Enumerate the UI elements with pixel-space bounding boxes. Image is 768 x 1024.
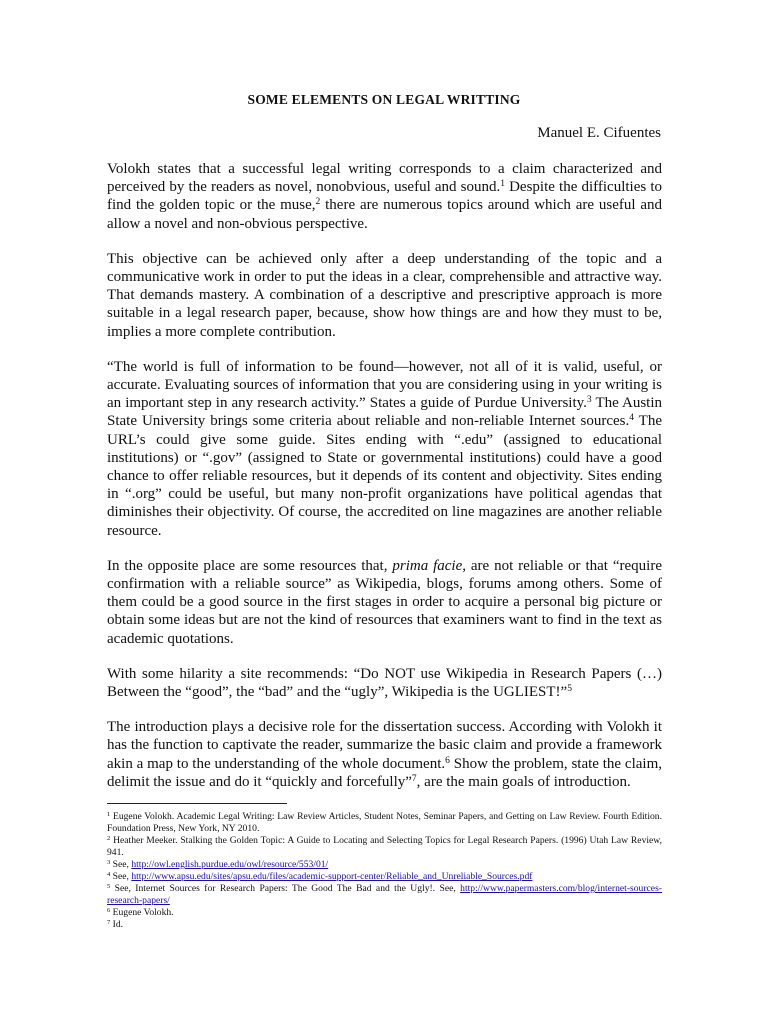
- footnote-4: $^4$ See, http://www.apsu.edu/sites/apsu.edu/files/academic-support-center/Reliable_and_Unreliable_Sources.pdf: [107, 871, 533, 882]
- italic-term: prima facie,: [392, 557, 466, 574]
- document-title: SOME ELEMENTS ON LEGAL WRITTING: [247, 92, 521, 107]
- footnote-ref-1: 1: [500, 179, 505, 190]
- footnote-ref-2: 2: [315, 197, 321, 208]
- footnote-6: $^6$ Eugene Volokh.: [107, 907, 174, 918]
- footnote-5: $^5$ See, Internet Sources for Research Papers: The Good The Bad and the Ugly!. See, http://www.papermasters.com/blog/internet-sources-research-papers/: [107, 883, 662, 906]
- footnote-ref-5: 5: [567, 684, 572, 695]
- footnotes: [107, 811, 662, 931]
- paragraph-6: The introduction plays a decisive role for the dissertation success. According with Volokh it has the function to captivate the reader, summarize the basic claim and provide a framework akin a map to the understanding of the whole document.$^6$ Show the problem, state the claim, delimit the issue and do it “quickly and forcefully”$^7$, are the main goals of introduction.: [107, 719, 662, 790]
- paragraph-3: “The world is full of information to be found—however, not all of it is valid, useful, or accurate. Evaluating sources of information that you are considering using in your writing is an important step in any research activity.” States a guide of Purdue University.$^3$ The Austin State University brings some criteria about reliable and non-reliable Internet sources.$^4$ The URL’s could give some guide. Sites ending with “.edu” (assigned to educational institutions) or “.gov” (assigned to State or governmental institutions) could have a good chance to offer reliable resources, but it depends of its content and objectivity. Sites ending in “.org” could be useful, but many non-profit organizations have political agendas that diminishes their objectivity. Of course, the accredited on line magazines are another reliable resource.: [107, 358, 662, 539]
- footnote-3-link[interactable]: http://owl.english.purdue.edu/owl/resource/553/01/: [131, 859, 329, 870]
- footnote-ref-7: 7: [411, 773, 417, 784]
- document-body: [107, 160, 662, 808]
- footnote-separator: [107, 803, 287, 804]
- footnote-4-link[interactable]: http://www.apsu.edu/sites/apsu.edu/files/academic-support-center/Reliable_and_Unreliable_Sources.pdf: [131, 871, 533, 882]
- paragraph-4: In the opposite place are some resources that, prima facie, are not reliable or that “require confirmation with a reliable source” as Wikipedia, blogs, forums among others. Some of them could be a good source in the first stages in order to acquire a personal big picture or obtain some ideas but are not the kind of resources that examiners want to find in the text as academic quotations.: [107, 557, 662, 647]
- footnote-ref-4: 4: [629, 413, 634, 424]
- document-author: Manuel E. Cifuentes: [537, 125, 661, 141]
- paragraph-2: This objective can be achieved only after a deep understanding of the topic and a communicative work in order to put the ideas in a clear, comprehensible and attractive way. That demands mastery. A combination of a descriptive and prescriptive approach is more suitable in a legal research paper, because, show how things are and how they must to be, implies a more complete contribution.: [107, 250, 662, 340]
- paragraph-1: Volokh states that a successful legal writing corresponds to a claim characterized and perceived by the readers as novel, nonobvious, useful and sound.$^1$ Despite the difficulties to find the golden topic or the muse,$^2$ there are numerous topics around which are useful and allow a novel and non-obvious perspective.: [107, 161, 663, 232]
- footnote-1: $^1$ Eugene Volokh. Academic Legal Writing: Law Review Articles, Student Notes, Seminar Papers, and Getting on Law Review. Fourth Edition. Foundation Press, New York, NY 2010.: [107, 811, 662, 834]
- footnote-7: $^7$ Id.: [107, 919, 124, 930]
- paragraph-5: With some hilarity a site recommends: “Do NOT use Wikipedia in Research Papers (…) Between the “good”, the “bad” and the “ugly”, Wikipedia is the UGLIEST!”$^5$: [107, 665, 662, 701]
- footnote-ref-6: 6: [445, 755, 450, 766]
- footnote-2: $^2$ Heather Meeker. Stalking the Golden Topic: A Guide to Locating and Selecting Topics for Legal Research Papers. (1996) Utah Law Review, 941.: [107, 835, 662, 858]
- footnote-5-link[interactable]: http://www.papermasters.com/blog/internet-sources-research-papers/: [107, 883, 662, 906]
- footnote-3: $^3$ See, http://owl.english.purdue.edu/owl/resource/553/01/: [107, 859, 329, 870]
- footnote-ref-3: 3: [586, 395, 592, 406]
